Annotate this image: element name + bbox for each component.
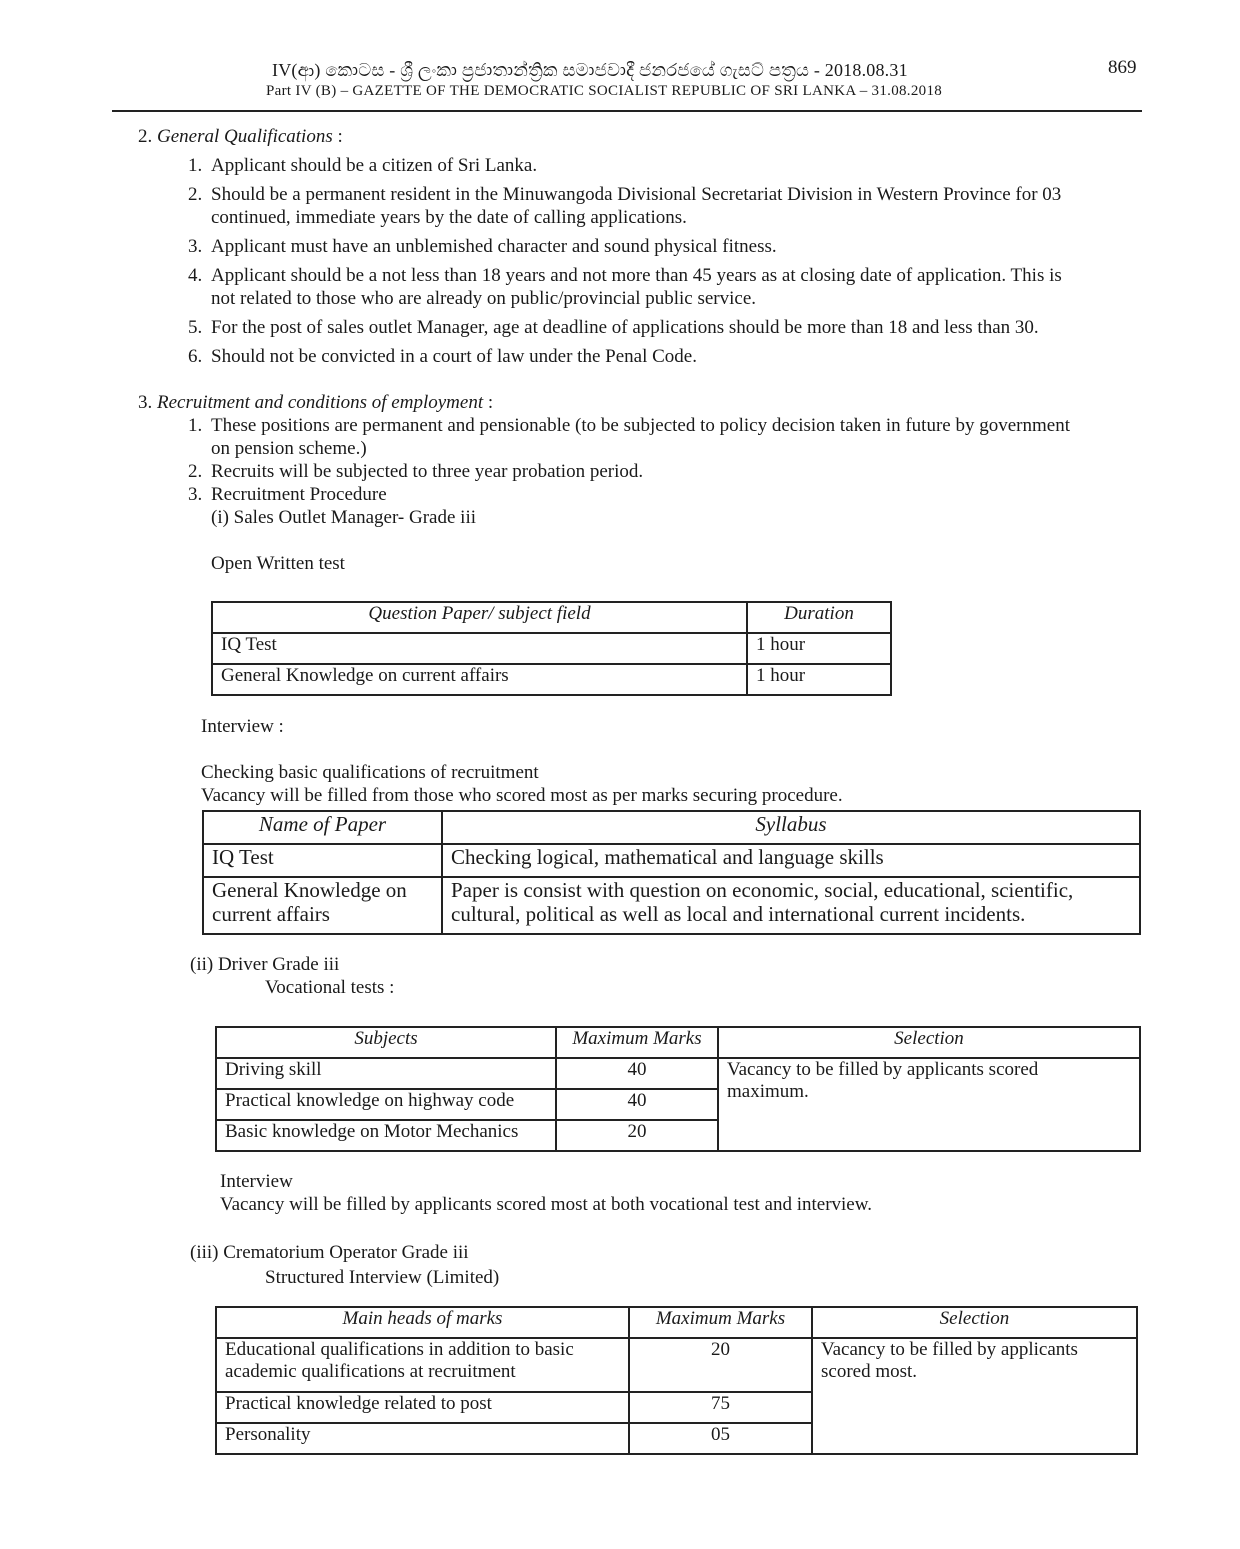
s2-item-2-line-2: continued, immediate years by the date of calling applications.: [211, 207, 687, 228]
sub-iii-heading: (iii) Crematorium Operator Grade iii: [190, 1242, 469, 1263]
s3-item-1-line-2: on pension scheme.): [211, 438, 367, 459]
s2-item-2-line-1: Should be a permanent resident in the Minuwangoda Divisional Secretariat Division in Western Province for 03: [211, 184, 1062, 205]
table-header-cell: Duration: [747, 602, 891, 633]
s3-item-1-line-1: These positions are permanent and pensionable (to be subjected to policy decision taken in future by government: [211, 415, 1070, 436]
s2-item-4-num: 4.: [188, 265, 203, 286]
vacancy-note: Vacancy will be filled from those who scored most as per marks securing procedure.: [201, 785, 843, 806]
table-cell: 40: [556, 1089, 718, 1120]
written-test-table: [211, 601, 892, 696]
s2-item-6-line-1: Should not be convicted in a court of law under the Penal Code.: [211, 346, 697, 367]
table-header-cell: Question Paper/ subject field: [212, 602, 747, 633]
header-english-line: Part IV (B) – GAZETTE OF THE DEMOCRATIC SOCIALIST REPUBLIC OF SRI LANKA – 31.08.2018: [266, 83, 943, 99]
cell-line: academic qualifications at recruitment: [225, 1361, 516, 1382]
structured-interview-label: Structured Interview (Limited): [265, 1267, 500, 1288]
section2-number: 2.: [138, 126, 153, 147]
cell-line: Educational qualifications in addition to basic: [225, 1339, 574, 1360]
vacancy-note-2: Vacancy will be filled by applicants scored most at both vocational test and interview.: [220, 1194, 872, 1215]
s3-item-3-line-1: Recruitment Procedure: [211, 484, 387, 505]
table-cell: Personality: [216, 1423, 629, 1454]
table-header-cell: Subjects: [216, 1027, 556, 1058]
checking-qualifications-text: Checking basic qualifications of recruitment: [201, 762, 539, 783]
interview-label-2: Interview: [220, 1171, 293, 1192]
table-header-row: [203, 811, 1140, 844]
interview-label: Interview :: [201, 716, 284, 737]
table-cell: Checking logical, mathematical and language skills: [442, 844, 1140, 877]
table-cell: Practical knowledge related to post: [216, 1392, 629, 1423]
table-header-row: [212, 602, 891, 633]
s3-item-1-num: 1.: [188, 415, 203, 436]
table-header-cell: Syllabus: [442, 811, 1140, 844]
table-header-cell: Name of Paper: [203, 811, 442, 844]
s2-item-2-num: 2.: [188, 184, 203, 205]
table-cell: 05: [629, 1423, 812, 1454]
table-cell: [442, 877, 1140, 934]
cell-line: Vacancy to be filled by applicants scored: [727, 1059, 1039, 1080]
cell-line: maximum.: [727, 1081, 809, 1102]
table-row: [212, 664, 891, 695]
syllabus-table: [202, 810, 1141, 935]
table-header-cell: Selection: [718, 1027, 1140, 1058]
selection-cell: [718, 1058, 1140, 1151]
vocational-tests-label: Vocational tests :: [265, 977, 395, 998]
open-written-test-label: Open Written test: [211, 553, 345, 574]
header-divider: [112, 110, 1142, 112]
table-cell: 1 hour: [747, 633, 891, 664]
table-header-cell: Selection: [812, 1307, 1137, 1338]
table-cell: IQ Test: [203, 844, 442, 877]
table-header-cell: Maximum Marks: [629, 1307, 812, 1338]
marks-table: [215, 1306, 1138, 1455]
table-cell: 20: [629, 1338, 812, 1392]
table-row: [203, 877, 1140, 934]
cell-line: Paper is consist with question on economic, social, educational, scientific,: [451, 878, 1074, 902]
table-cell: 75: [629, 1392, 812, 1423]
table-cell: General Knowledge on current affairs: [212, 664, 747, 695]
sub-i-heading: (i) Sales Outlet Manager- Grade iii: [211, 507, 476, 528]
table-cell: Basic knowledge on Motor Mechanics: [216, 1120, 556, 1151]
s2-item-4-line-2: not related to those who are already on public/provincial public service.: [211, 288, 757, 309]
table-cell: 20: [556, 1120, 718, 1151]
s3-item-2-num: 2.: [188, 461, 203, 482]
section2-colon: :: [332, 126, 343, 147]
table-header-cell: Main heads of marks: [216, 1307, 629, 1338]
section2-title: General Qualifications: [157, 126, 333, 147]
table-header-row: [216, 1307, 1137, 1338]
s2-item-5-num: 5.: [188, 317, 203, 338]
table-cell: Practical knowledge on highway code: [216, 1089, 556, 1120]
cell-line: Vacancy to be filled by applicants: [821, 1339, 1078, 1360]
s2-item-1-num: 1.: [188, 155, 203, 176]
cell-line: cultural, political as well as local and international current incidents.: [451, 902, 1026, 926]
table-cell: IQ Test: [212, 633, 747, 664]
page-number: 869: [1108, 57, 1137, 78]
s2-item-3-line-1: Applicant must have an unblemished character and sound physical fitness.: [211, 236, 777, 257]
table-header-cell: Maximum Marks: [556, 1027, 718, 1058]
table-cell: Driving skill: [216, 1058, 556, 1089]
section3-heading: [138, 392, 493, 414]
section3-colon: :: [483, 392, 494, 413]
table-header-row: [216, 1027, 1140, 1058]
sub-ii-heading: (ii) Driver Grade iii: [190, 954, 340, 975]
table-cell: 40: [556, 1058, 718, 1089]
section3-title: Recruitment and conditions of employment: [157, 392, 484, 413]
s2-item-5-line-1: For the post of sales outlet Manager, age at deadline of applications should be more than 18 and less than 30.: [211, 317, 1039, 338]
s3-item-2-line-1: Recruits will be subjected to three year probation period.: [211, 461, 644, 482]
s2-item-4-line-1: Applicant should be a not less than 18 years and not more than 45 years as at closing date of application. This is: [211, 265, 1062, 286]
vocational-table: [215, 1026, 1141, 1152]
table-row: [216, 1338, 1137, 1392]
cell-line: scored most.: [821, 1361, 918, 1382]
s3-item-3-num: 3.: [188, 484, 203, 505]
cell-line: current affairs: [212, 902, 330, 926]
section2-heading: [138, 126, 343, 148]
cell-line: General Knowledge on: [212, 878, 407, 902]
selection-cell: [812, 1338, 1137, 1454]
table-cell: 1 hour: [747, 664, 891, 695]
table-row: [216, 1058, 1140, 1089]
table-cell: [216, 1338, 629, 1392]
table-row: [212, 633, 891, 664]
s2-item-6-num: 6.: [188, 346, 203, 367]
header-sinhala-line: IV(ආ) කොටස - ශ්‍රී ලංකා ප්‍රජාතාන්ත්‍රික සමාජවාදී ජනරජයේ ගැසට් පත්‍රය - 2018.08.31: [272, 60, 908, 80]
table-cell: [203, 877, 442, 934]
s2-item-3-num: 3.: [188, 236, 203, 257]
section3-number: 3.: [138, 392, 153, 413]
s2-item-1-line-1: Applicant should be a citizen of Sri Lanka.: [211, 155, 538, 176]
table-row: [203, 844, 1140, 877]
